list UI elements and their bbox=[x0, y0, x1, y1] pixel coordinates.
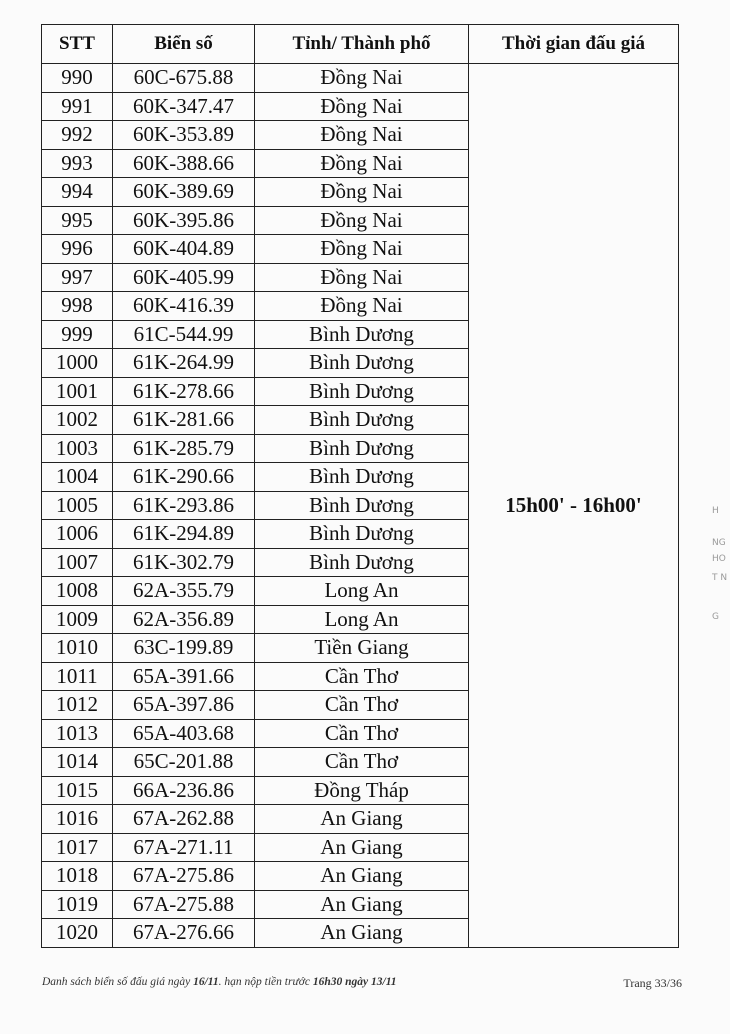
cell-province: Đồng Nai bbox=[255, 121, 469, 150]
cell-stt: 1012 bbox=[42, 691, 113, 720]
cell-province: Long An bbox=[255, 605, 469, 634]
cell-stt: 1020 bbox=[42, 919, 113, 948]
cell-stt: 1004 bbox=[42, 463, 113, 492]
footer-note bbox=[42, 976, 397, 988]
cell-province: Bình Dương bbox=[255, 491, 469, 520]
cell-province: Bình Dương bbox=[255, 349, 469, 378]
cell-plate: 60K-395.86 bbox=[113, 206, 255, 235]
cell-stt: 1018 bbox=[42, 862, 113, 891]
cell-plate: 61K-293.86 bbox=[113, 491, 255, 520]
footer-deadline-day-label: ngày bbox=[345, 976, 369, 988]
table-header-row bbox=[42, 25, 679, 64]
cell-province: Tiền Giang bbox=[255, 634, 469, 663]
cell-stt: 995 bbox=[42, 206, 113, 235]
cell-stt: 999 bbox=[42, 320, 113, 349]
cell-province: Bình Dương bbox=[255, 520, 469, 549]
cell-stt: 1013 bbox=[42, 719, 113, 748]
cell-province: Bình Dương bbox=[255, 434, 469, 463]
cell-plate: 60C-675.88 bbox=[113, 64, 255, 93]
stamp-fragment: T N bbox=[712, 573, 728, 583]
header-province: Tỉnh/ Thành phố bbox=[255, 25, 469, 64]
cell-province: Bình Dương bbox=[255, 463, 469, 492]
stamp-fragment: NG bbox=[712, 538, 726, 548]
cell-province: Đồng Nai bbox=[255, 92, 469, 121]
cell-plate: 61K-281.66 bbox=[113, 406, 255, 435]
cell-plate: 61K-285.79 bbox=[113, 434, 255, 463]
cell-province: Đồng Nai bbox=[255, 206, 469, 235]
cell-province: Đồng Nai bbox=[255, 292, 469, 321]
cell-province: Đồng Nai bbox=[255, 178, 469, 207]
cell-plate: 65A-403.68 bbox=[113, 719, 255, 748]
cell-plate: 61K-302.79 bbox=[113, 548, 255, 577]
cell-stt: 990 bbox=[42, 64, 113, 93]
cell-province: Đồng Nai bbox=[255, 263, 469, 292]
cell-stt: 994 bbox=[42, 178, 113, 207]
footer-deadline-time: 16h30 bbox=[312, 976, 343, 988]
cell-stt: 993 bbox=[42, 149, 113, 178]
stamp-fragment: HO bbox=[712, 554, 726, 564]
cell-stt: 1000 bbox=[42, 349, 113, 378]
cell-stt: 1001 bbox=[42, 377, 113, 406]
cell-plate: 60K-347.47 bbox=[113, 92, 255, 121]
cell-province: An Giang bbox=[255, 919, 469, 948]
cell-stt: 1006 bbox=[42, 520, 113, 549]
cell-province: Bình Dương bbox=[255, 406, 469, 435]
table-body bbox=[42, 64, 679, 948]
header-stt: STT bbox=[42, 25, 113, 64]
cell-plate: 61K-264.99 bbox=[113, 349, 255, 378]
table-row bbox=[42, 64, 679, 93]
cell-plate: 65A-397.86 bbox=[113, 691, 255, 720]
cell-stt: 1008 bbox=[42, 577, 113, 606]
footer-prefix: Danh sách biển số đấu giá ngày bbox=[42, 976, 191, 988]
cell-plate: 60K-389.69 bbox=[113, 178, 255, 207]
cell-auction-time: 15h00' - 16h00' bbox=[469, 64, 679, 948]
footer-deadline-date: 13/11 bbox=[371, 976, 397, 988]
cell-stt: 1015 bbox=[42, 776, 113, 805]
stamp-fragment: H bbox=[712, 506, 719, 516]
cell-plate: 65A-391.66 bbox=[113, 662, 255, 691]
cell-province: Đồng Nai bbox=[255, 64, 469, 93]
cell-stt: 1019 bbox=[42, 890, 113, 919]
cell-stt: 1017 bbox=[42, 833, 113, 862]
cell-plate: 67A-275.86 bbox=[113, 862, 255, 891]
cell-plate: 61K-294.89 bbox=[113, 520, 255, 549]
cell-province: Cần Thơ bbox=[255, 662, 469, 691]
header-plate: Biển số bbox=[113, 25, 255, 64]
cell-plate: 60K-405.99 bbox=[113, 263, 255, 292]
cell-province: Cần Thơ bbox=[255, 691, 469, 720]
footer-middle: . hạn nộp tiền trước bbox=[218, 976, 310, 988]
cell-plate: 67A-271.11 bbox=[113, 833, 255, 862]
cell-stt: 1009 bbox=[42, 605, 113, 634]
cell-plate: 60K-388.66 bbox=[113, 149, 255, 178]
cell-stt: 1003 bbox=[42, 434, 113, 463]
cell-province: An Giang bbox=[255, 805, 469, 834]
stamp-fragment: G bbox=[712, 612, 719, 622]
cell-plate: 60K-416.39 bbox=[113, 292, 255, 321]
cell-province: An Giang bbox=[255, 833, 469, 862]
cell-plate: 62A-355.79 bbox=[113, 577, 255, 606]
cell-plate: 63C-199.89 bbox=[113, 634, 255, 663]
cell-plate: 67A-276.66 bbox=[113, 919, 255, 948]
footer-auction-date: 16/11 bbox=[193, 976, 219, 988]
cell-province: Cần Thơ bbox=[255, 748, 469, 777]
cell-plate: 61C-544.99 bbox=[113, 320, 255, 349]
auction-table bbox=[41, 24, 679, 948]
page-number: Trang 33/36 bbox=[623, 976, 682, 990]
cell-plate: 60K-404.89 bbox=[113, 235, 255, 264]
cell-province: An Giang bbox=[255, 862, 469, 891]
cell-plate: 65C-201.88 bbox=[113, 748, 255, 777]
cell-stt: 1010 bbox=[42, 634, 113, 663]
cell-plate: 62A-356.89 bbox=[113, 605, 255, 634]
cell-province: Đồng Nai bbox=[255, 149, 469, 178]
cell-province: An Giang bbox=[255, 890, 469, 919]
cell-plate: 67A-275.88 bbox=[113, 890, 255, 919]
cell-stt: 1011 bbox=[42, 662, 113, 691]
cell-province: Bình Dương bbox=[255, 320, 469, 349]
cell-stt: 992 bbox=[42, 121, 113, 150]
cell-plate: 61K-290.66 bbox=[113, 463, 255, 492]
cell-stt: 996 bbox=[42, 235, 113, 264]
cell-stt: 1014 bbox=[42, 748, 113, 777]
cell-stt: 1007 bbox=[42, 548, 113, 577]
cell-stt: 1016 bbox=[42, 805, 113, 834]
cell-stt: 1005 bbox=[42, 491, 113, 520]
cell-stt: 1002 bbox=[42, 406, 113, 435]
cell-plate: 67A-262.88 bbox=[113, 805, 255, 834]
cell-province: Đồng Tháp bbox=[255, 776, 469, 805]
cell-plate: 61K-278.66 bbox=[113, 377, 255, 406]
cell-province: Bình Dương bbox=[255, 548, 469, 577]
cell-province: Bình Dương bbox=[255, 377, 469, 406]
header-auction-time: Thời gian đấu giá bbox=[469, 25, 679, 64]
cell-plate: 60K-353.89 bbox=[113, 121, 255, 150]
cell-province: Long An bbox=[255, 577, 469, 606]
cell-stt: 998 bbox=[42, 292, 113, 321]
cell-province: Cần Thơ bbox=[255, 719, 469, 748]
cell-stt: 997 bbox=[42, 263, 113, 292]
cell-province: Đồng Nai bbox=[255, 235, 469, 264]
cell-stt: 991 bbox=[42, 92, 113, 121]
cell-plate: 66A-236.86 bbox=[113, 776, 255, 805]
